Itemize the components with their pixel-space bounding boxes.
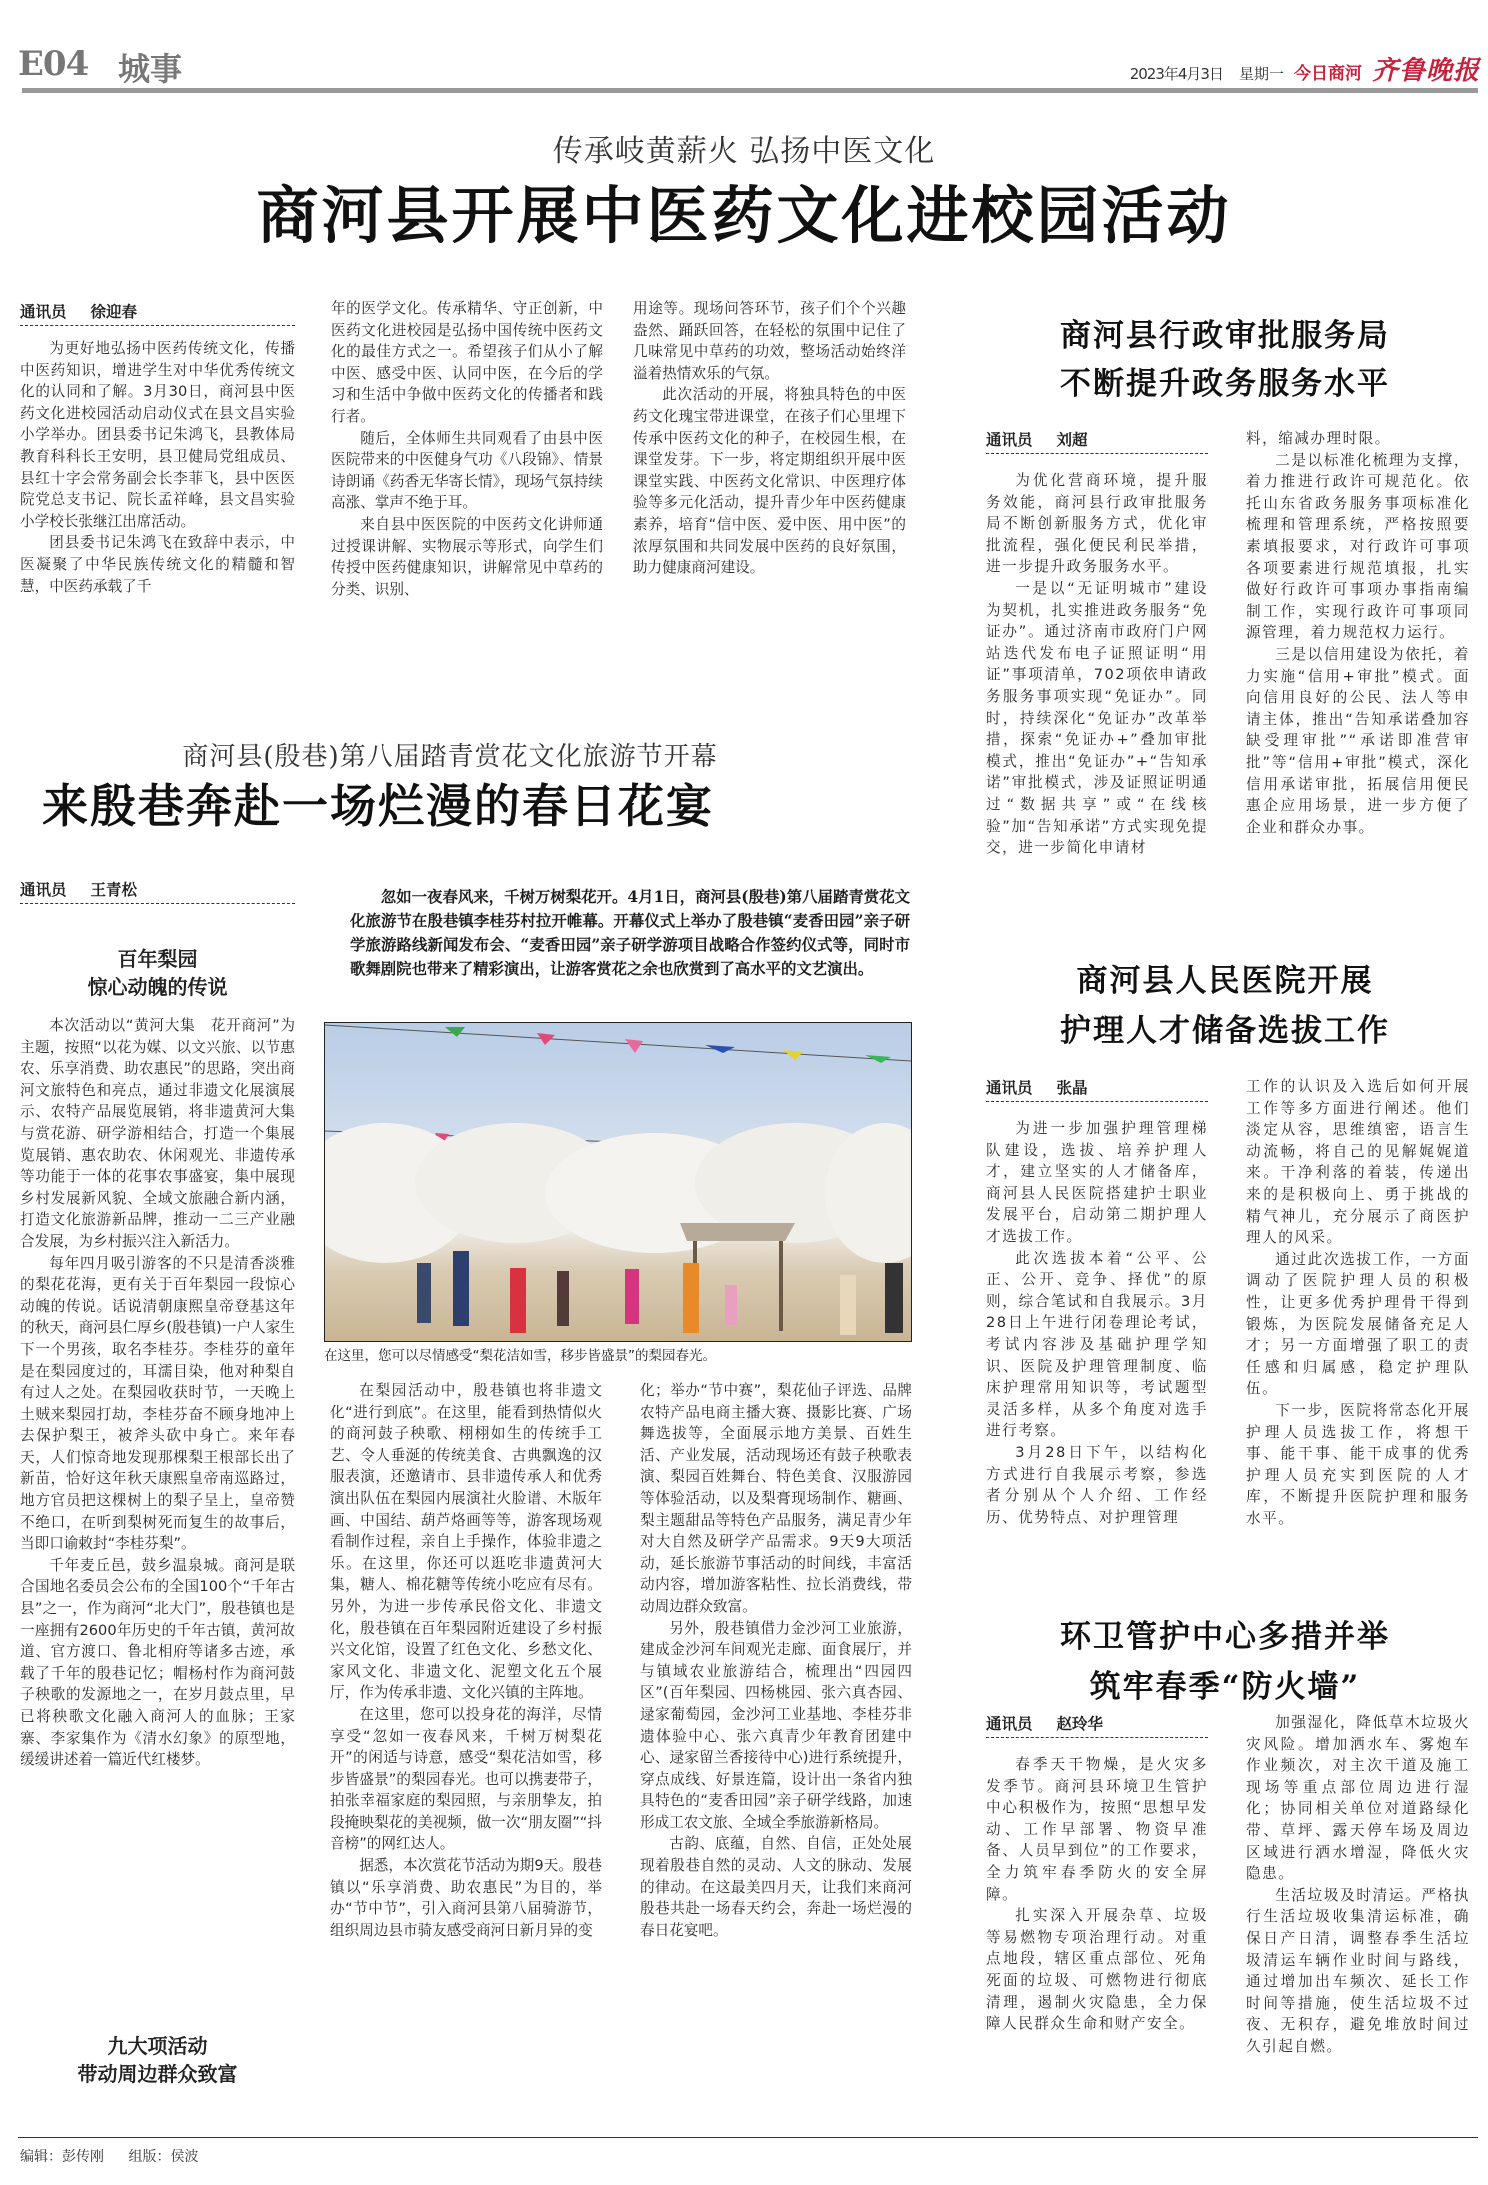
shelter-post bbox=[779, 1241, 783, 1331]
sanitation-headline bbox=[975, 1612, 1475, 1712]
paragraph: 年的医学文化。传承精华、守正创新，中医药文化进校园是弘扬中国传统中医药文化的最佳方式之一。希望孩子们从小了解中医、感受中医、认同中医，在今后的学习和生活中争做中医药文化的传播者和践行者。 bbox=[331, 300, 603, 425]
tcm-byline bbox=[20, 300, 295, 326]
newspaper-logo: 齐鲁晚报 bbox=[1371, 56, 1480, 86]
byline-role: 通讯员 bbox=[986, 430, 1033, 449]
sanitation-column-1 bbox=[986, 1754, 1208, 2035]
paragraph: 为进一步加强护理管理梯队建设，选拔、培养护理人才，建立坚实的人才储备库，商河县人民医院搭建护士职业发展平台，启动第二期护理人才选拔工作。 bbox=[986, 1120, 1208, 1245]
byline-role: 通讯员 bbox=[986, 1078, 1033, 1097]
person bbox=[625, 1269, 639, 1324]
byline-role: 通讯员 bbox=[20, 302, 67, 321]
paragraph: 加强湿化，降低草木垃圾火灾风险。增加洒水车、雾炮车作业频次，对主次干道及施工现场等重点部位周边进行湿化；协同相关单位对道路绿化带、草坪、露天停车场及周边区域进行洒水增湿，降低火灾隐患。 bbox=[1246, 1714, 1470, 1883]
person bbox=[683, 1263, 699, 1333]
person bbox=[453, 1251, 469, 1326]
person bbox=[557, 1271, 569, 1326]
photo-illustration bbox=[325, 1023, 911, 1341]
paragraph: 扎实深入开展杂草、垃圾等易燃物专项治理行动。对重点地段，辖区重点部位、死角死面的垃圾、可燃物进行彻底清理，遏制火灾隐患，全力保障人民群众生命和财产安全。 bbox=[986, 1907, 1208, 2033]
footer-credits bbox=[20, 2146, 198, 2166]
paragraph: 团县委书记朱鸿飞在致辞中表示，中医凝聚了中华民族传统文化的精髓和智慧，中医药承载了千 bbox=[20, 534, 295, 595]
person bbox=[417, 1263, 431, 1323]
paragraph: 通过此次选拔工作，一方面调动了医院护理人员的积极性，让更多优秀护理骨干得到锻炼，为医院发展储备充足人才；另一方面增强了职工的责任感和归属感，稳定护理队伍。 bbox=[1246, 1250, 1470, 1398]
paragraph: 来自县中医医院的中医药文化讲师通过授课讲解、实物展示等形式，向学生们传授中医药健康知识，讲解常见中草药的分类、识别、 bbox=[331, 515, 603, 598]
paragraph: 在这里，您可以投身花的海洋，尽情享受“忽如一夜春风来，千树万树梨花开”的闲适与诗意，感受“梨花洁如雪，移步皆盛景”的梨园春光。也可以携妻带子，拍张幸福家庭的梨园照，与亲朋挚友，拍段掩映梨花的美视频，做一次“朋友圈”“抖音榜”的网红达人。 bbox=[330, 1705, 602, 1853]
hospital-byline bbox=[986, 1076, 1208, 1102]
person bbox=[510, 1268, 526, 1333]
headline-line: 筑牢春季“防火墙” bbox=[1089, 1669, 1361, 1705]
flag bbox=[783, 1050, 803, 1060]
paragraph: 春季天干物燥，是火灾多发季节。商河县环境卫生管护中心积极作为，按照“思想早发动、工作早部署、物资早准备、人员早到位”的工作要求，全力筑牢春季防火的安全屏障。 bbox=[986, 1756, 1208, 1903]
footer-rule bbox=[18, 2137, 1478, 2138]
tcm-column-1 bbox=[20, 338, 295, 597]
admin-column-1 bbox=[986, 470, 1208, 859]
festival-kicker: 商河县(殷巷)第八届踏青赏花文化旅游节开幕 bbox=[182, 742, 718, 772]
shelter-roof bbox=[680, 1223, 795, 1241]
byline-name: 王青松 bbox=[90, 880, 138, 899]
person bbox=[725, 1285, 737, 1325]
headline-line: 不断提升政务服务水平 bbox=[1060, 366, 1390, 402]
paragraph: 另外，殷巷镇借力金沙河工业旅游，建成金沙河车间观光走廊、面食展厅，并与镇域农业旅游结合，梳理出“四园四区”(百年梨园、四杨桃园、张六真杏园、逯家葡萄园，金沙河工业基地、李桂芬非遗体验中心、张六真青少年教育团建中心、逯家留兰香接待中心)进行系统提升，穿点成线、好景连篇，设计出一条省内独具特色的“麦香田园”亲子研学线路，加速形成工农文旅、全域全季旅游新格局。 bbox=[640, 1619, 912, 1831]
paragraph: 化；举办“节中赛”，梨花仙子评选、品牌农特产品电商主播大赛、摄影比赛、广场舞选拔等，全面展示地方美景、百姓生活、产业发展，活动现场还有鼓子秧歌表演、梨园百姓舞台、特色美食、汉服游园等体验活动，以及梨膏现场制作、糖画、梨主题甜品等特色产品服务，满足青少年对大自然及研学产品需求。9天9大项活动，延长旅游节事活动的时间线，丰富活动内容，增加游客粘性、拉长消费线，带动周边群众致富。 bbox=[640, 1382, 912, 1615]
layout-credit: 组版：侯波 bbox=[128, 2149, 199, 2165]
subhead-line: 九大项活动 bbox=[107, 2034, 208, 2058]
hospital-column-1 bbox=[986, 1118, 1208, 1528]
editor-credit: 编辑：彭传刚 bbox=[20, 2149, 104, 2165]
admin-headline bbox=[975, 312, 1475, 408]
masthead-info bbox=[1130, 50, 1480, 87]
sanitation-column-2 bbox=[1246, 1712, 1470, 2058]
paragraph: 工作的认识及入选后如何开展工作等多方面进行阐述。他们淡定从容，思维缜密，语言生动流畅，将自己的见解娓娓道来。干净利落的着装，传递出来的是积极向上、勇于挑战的精气神儿，充分展示了商医护理人的风采。 bbox=[1246, 1078, 1470, 1247]
byline-name: 赵玲华 bbox=[1056, 1714, 1104, 1733]
festival-lead bbox=[350, 885, 910, 981]
tcm-column-3 bbox=[633, 298, 906, 579]
paragraph: 三是以信用建设为依托，着力实施“信用+审批”模式。面向信用良好的公民、法人等申请主体，推出“告知承诺叠加容缺受理审批”“承诺即准营审批”等“信用+审批”模式，深化信用承诺审批，拓展信用便民惠企应用场景，进一步方便了企业和群众办事。 bbox=[1246, 645, 1470, 836]
flag bbox=[445, 1027, 465, 1037]
byline-role: 通讯员 bbox=[20, 880, 67, 899]
paragraph: 下一步，医院将常态化开展护理人员选拔工作，将想干事、能干事、能干成事的优秀护理人员充实到医院的人才库，不断提升医院护理和服务水平。 bbox=[1246, 1401, 1470, 1527]
paragraph: 二是以标准化梳理为支撑，着力推进行政许可规范化。依托山东省政务服务事项标准化梳理和管理系统，严格按照要素填报要求，对行政许可事项各项要素进行规范填报，扎实做好行政许可事项办事指南编制工作，实现行政许可事项同源管理，着力规范权力运行。 bbox=[1246, 451, 1470, 642]
lead-paragraph: 忽如一夜春风来，千树万树梨花开。4月1日，商河县(殷巷)第八届踏青赏花文化旅游节在殷巷镇李桂芬村拉开帷幕。开幕仪式上举办了殷巷镇“麦香田园”亲子研学旅游路线新闻发布会、“麦香田园”亲子研学游项目战略合作签约仪式等，同时市歌舞剧院也带来了精彩演出，让游客赏花之余也欣赏到了高水平的文艺演出。 bbox=[350, 888, 910, 978]
issue-date: 2023年4月3日 bbox=[1129, 65, 1223, 83]
admin-byline bbox=[986, 428, 1208, 454]
byline-role: 通讯员 bbox=[986, 1714, 1033, 1733]
paragraph: 一是以“无证明城市”建设为契机，扎实推进政务服务“免证办”。通过济南市政府门户网站迭代发布电子证照证明“用证”事项清单，702项依申请政务服务事项实现“免证办”。同时，持续深化“免证办”改革举措，探索“免证办+”叠加审批模式，推出“免证办”+“告知承诺”审批模式，涉及证照证明通过“数据共享”或“在线核验”加“告知承诺”方式实现免提交，进一步简化申请材 bbox=[986, 579, 1208, 857]
page-number: E04 bbox=[18, 44, 89, 84]
subhead-line: 惊心动魄的传说 bbox=[87, 975, 228, 999]
byline-name: 刘超 bbox=[1056, 430, 1088, 449]
paragraph: 本次活动以“黄河大集 花开商河”为主题，按照“以花为媒、以文兴旅、以节惠农、乐享消费、助农惠民”的思路，突出商河文旅特色和亮点，通过非遗文化展演展示、农特产品展览展销，将非遗黄河大集与赏花游、研学游相结合，打造一个集展览展销、惠农助农、休闲观光、非遗传承等功能于一体的花事农事盛宴，集中展现乡村发展新风貌、全域文旅融合新内涵，打造文化旅游新品牌，推动一二三产业融合发展，为乡村振兴注入新活力。 bbox=[20, 1017, 295, 1250]
festival-column-2 bbox=[330, 1380, 602, 1941]
headline-line: 商河县行政审批服务局 bbox=[1060, 318, 1390, 354]
festival-subhead-2 bbox=[20, 2032, 295, 2088]
issue-weekday: 星期一 bbox=[1238, 65, 1284, 83]
paragraph: 据悉，本次赏花节活动为期9天。殷巷镇以“乐享消费、助农惠民”为目的，举办“节中节”，引入商河县第八届骑游节，组织周边县市骑友感受商河日新月异的变 bbox=[330, 1857, 602, 1939]
photo-caption: 在这里，您可以尽情感受“梨花洁如雪，移步皆盛景”的梨园春光。 bbox=[324, 1348, 716, 1364]
festival-subhead-1 bbox=[20, 945, 295, 1001]
subhead-line: 带动周边群众致富 bbox=[77, 2062, 238, 2086]
paragraph: 在梨园活动中，殷巷镇也将非遗文化“进行到底”。在这里，能看到热情似火的商河鼓子秧歌、栩栩如生的传统手工艺、令人垂涎的传统美食、古典飘逸的汉服表演，还邀请市、县非遗传承人和优秀演出队伍在梨园内展演社火脸谱、木版年画、中国结、葫芦烙画等等，游客现场观看制作过程，亲自上手操作，体验非遗之乐。在这里，你还可以逛吃非遗黄河大集，糖人、棉花糖等传统小吃应有尽有。另外，为进一步传承民俗文化、非遗文化，殷巷镇在百年梨园附近建设了乡村振兴文化馆，设置了红色文化、乡愁文化、家风文化、非遗文化、泥塑文化五个展厅，作为传承非遗、文化兴镇的主阵地。 bbox=[330, 1382, 602, 1702]
admin-column-2 bbox=[1246, 428, 1470, 838]
subhead-line: 百年梨园 bbox=[117, 947, 198, 971]
byline-name: 张晶 bbox=[1056, 1078, 1088, 1097]
byline-name: 徐迎春 bbox=[90, 302, 138, 321]
hospital-column-2 bbox=[1246, 1076, 1470, 1529]
paragraph: 随后，全体师生共同观看了由县中医医院带来的中医健身气功《八段锦》、情景诗朗诵《药香无华寄长情》，现场气氛持续高涨、掌声不绝于耳。 bbox=[331, 429, 603, 512]
festival-column-1 bbox=[20, 1015, 295, 1771]
festival-byline bbox=[20, 878, 295, 904]
paragraph: 古韵、底蕴，自然、自信，正处处展现着殷巷自然的灵动、人文的脉动、发展的律动。在这最美四月天，让我们来商河殷巷共赴一场春天约会，奔赴一场烂漫的春日花宴吧。 bbox=[640, 1835, 912, 1939]
edition-name: 今日商河 bbox=[1293, 64, 1362, 84]
paragraph: 每年四月吸引游客的不只是清香淡雅的梨花花海，更有关于百年梨园一段惊心动魄的传说。话说清朝康熙皇帝登基这年的秋天，商河县仁厚乡(殷巷镇)一户人家生下一个男孩，取名李桂芬。李桂芬的童年是在梨园度过的，耳濡目染，他对种梨自有过人之处。在梨园收获时节，一天晚上土贼来梨园打劫，李桂芬奋不顾身地冲上去保护梨王，被斧头砍中身亡。来年春天，人们惊奇地发现那棵梨王根部长出了新苗，恰好这年秋天康熙皇帝南巡路过，地方官员把这棵树上的梨子呈上，皇帝赞不绝口，在听到梨树死而复生的故事后，当即口谕敕封“李桂芬梨”。 bbox=[20, 1254, 295, 1553]
paragraph: 料，缩减办理时限。 bbox=[1246, 430, 1391, 447]
person bbox=[840, 1275, 856, 1335]
bunting-line bbox=[325, 1025, 911, 1061]
flag bbox=[625, 1039, 643, 1053]
paragraph: 为更好地弘扬中医药传统文化，传播中医药知识，增进学生对中华优秀传统文化的认同和了解。3月30日，商河县中医药文化进校园活动启动仪式在县文昌实验小学举办。团县委书记朱鸿飞，县教体局教育科科长王安明，县卫健局党组成员、县红十字会常务副会长李菲飞，县中医医院党总支书记、院长孟祥峰，县文昌实验小学校长张继江出席活动。 bbox=[20, 340, 295, 530]
masthead-rule bbox=[22, 88, 1478, 93]
flag bbox=[865, 1055, 891, 1063]
paragraph: 此次选拔本着“公平、公正、公开、竞争、择优”的原则，综合笔试和自我展示。3月28日上午进行闭卷理论考试，考试内容涉及基础护理学知识、医院及护理管理制度、临床护理常用知识等，考试题型灵活多样，从多个角度对选手进行考察。 bbox=[986, 1249, 1208, 1440]
paragraph: 千年麦丘邑，鼓乡温泉城。商河是联合国地名委员会公布的全国100个“千年古县”之一，作为商河“北大门”，殷巷镇也是一座拥有2600年历史的千年古镇，黄河故道、官方渡口、鲁北相府等诸多古迹，承载了千年的殷巷记忆；帽杨村作为商河鼓子秧歌的发源地之一，在岁月鼓点里，早已将秧歌文化融入商河人的血脉；王家寨、李家集作为《清水幻象》的原型地，缓缓讲述着一篇近代红楼梦。 bbox=[20, 1556, 295, 1769]
paragraph: 3月28日下午，以结构化方式进行自我展示考察，参选者分别从个人介绍、工作经历、优势特点、对护理管理 bbox=[986, 1443, 1208, 1526]
headline-line: 护理人才储备选拔工作 bbox=[1060, 1013, 1390, 1049]
tcm-kicker: 传承岐黄薪火 弘扬中医文化 bbox=[552, 134, 936, 169]
section-name: 城事 bbox=[118, 50, 183, 88]
festival-column-3 bbox=[640, 1380, 912, 1941]
paragraph: 此次活动的开展，将独具特色的中医药文化瑰宝带进课堂，在孩子们心里埋下传承中医药文化的种子，在校园生根，在课堂发芽。下一步，将定期组织开展中医课堂实践、中医药文化常识、中医理疗体验等多元化活动，提升青少年中医药健康素养，培育“信中医、爱中医、用中医”的浓厚氛围和共同发展中医药的良好氛围，助力健康商河建设。 bbox=[633, 386, 906, 577]
paragraph: 为优化营商环境，提升服务效能，商河县行政审批服务局不断创新服务方式，优化审批流程，强化便民利民举措，进一步提升政务服务水平。 bbox=[986, 472, 1208, 576]
headline-line: 商河县人民医院开展 bbox=[1076, 963, 1374, 999]
sanitation-byline bbox=[986, 1712, 1208, 1738]
pear-orchard-photo bbox=[324, 1022, 912, 1342]
paragraph: 用途等。现场问答环节，孩子们个个兴趣盎然、踊跃回答，在轻松的氛围中记住了几味常见中草药的功效，整场活动始终洋溢着热情欢乐的气氛。 bbox=[633, 300, 906, 382]
person bbox=[885, 1263, 903, 1333]
paragraph: 生活垃圾及时清运。严格执行生活垃圾收集清运标准，确保日产日清，调整春季生活垃圾清运车辆作业时间与路线，通过增加出车频次、延长工作时间等措施，使生活垃圾不过夜、无积存，避免堆放时间过久引起自燃。 bbox=[1246, 1886, 1470, 2055]
festival-headline: 来殷巷奔赴一场烂漫的春日花宴 bbox=[42, 779, 714, 833]
tcm-column-2 bbox=[331, 298, 603, 600]
tcm-headline: 商河县开展中医药文化进校园活动 bbox=[256, 179, 1232, 252]
hospital-headline bbox=[975, 956, 1475, 1056]
headline-line: 环卫管护中心多措并举 bbox=[1060, 1619, 1390, 1655]
